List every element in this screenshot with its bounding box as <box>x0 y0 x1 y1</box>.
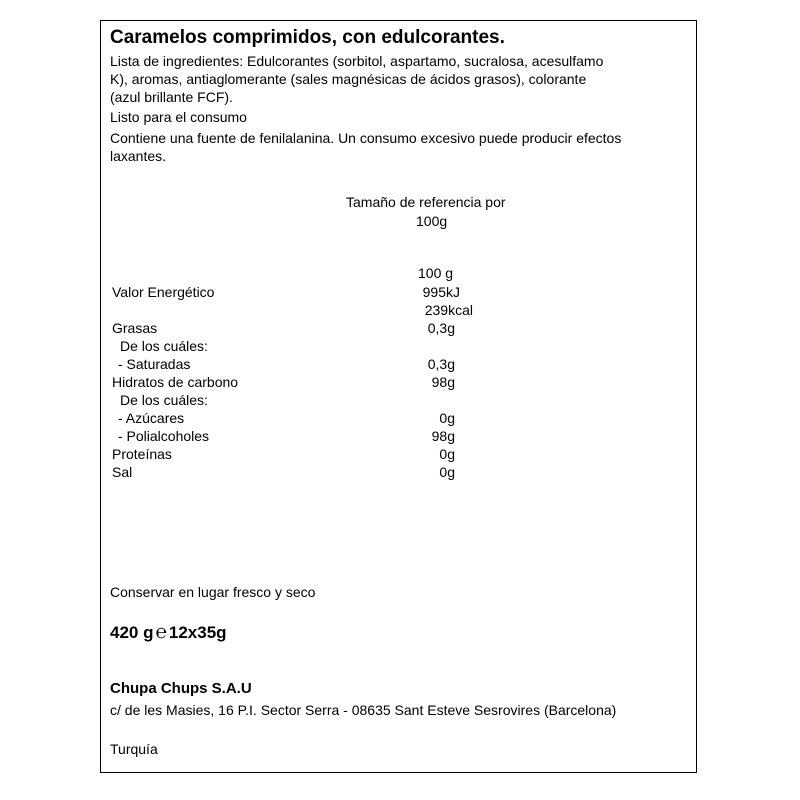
nutrient-label: - Azúcares <box>118 410 185 426</box>
reference-size-label: Tamaño de referencia por <box>346 194 506 210</box>
nutrient-value: 0g <box>439 410 455 426</box>
nutrient-value: 0g <box>439 464 455 480</box>
nutrient-label: - Saturadas <box>118 356 191 372</box>
estimated-sign-icon: ℮ <box>155 622 167 643</box>
nutrient-label: Proteínas <box>112 446 172 462</box>
nutrient-value: 98g <box>431 374 455 390</box>
ingredients-line-1: Lista de ingredientes: Edulcorantes (sorbitol, aspartamo, sucralosa, acesulfamo <box>110 53 604 69</box>
nutrient-value: 995kJ <box>422 284 460 300</box>
unit-count: 12x35g <box>168 623 227 642</box>
nutrient-label: Valor Energético <box>112 284 215 300</box>
nutrient-value: 98g <box>431 428 455 444</box>
nutrient-label: - Polialcoholes <box>118 428 210 444</box>
nutrient-label: Sal <box>112 464 133 480</box>
nutrient-label: Grasas <box>112 320 158 336</box>
nutrient-value: 0g <box>439 446 455 462</box>
company-address: c/ de les Masies, 16 P.I. Sector Serra - 08635 Sant Esteve Sesrovires (Barcelona) <box>110 702 617 718</box>
ingredients-line-3: (azul brillante FCF). <box>110 89 233 105</box>
nutrient-value: 239kcal <box>424 302 473 318</box>
warning-line-1: Contiene una fuente de fenilalanina. Un consumo excesivo puede producir efectos <box>110 130 622 146</box>
country-of-origin: Turquía <box>110 741 158 757</box>
reference-size-value: 100g <box>416 213 448 229</box>
nutrition-column-header: 100 g <box>418 265 454 281</box>
warning-line-2: laxantes. <box>110 148 167 164</box>
ready-to-eat: Listo para el consumo <box>110 109 247 125</box>
nutrient-value: 0,3g <box>427 320 455 336</box>
company-name: Chupa Chups S.A.U <box>110 680 252 697</box>
net-quantity <box>110 621 227 645</box>
ingredients-line-2: K), aromas, antiaglomerante (sales magnésicas de ácidos grasos), colorante <box>110 71 587 87</box>
storage-instructions: Conservar en lugar fresco y seco <box>110 584 316 600</box>
nutrient-label: Hidratos de carbono <box>112 374 239 390</box>
nutrient-value: 0,3g <box>427 356 455 372</box>
nutrient-label: De los cuáles: <box>120 338 208 354</box>
net-weight: 420 g <box>110 623 154 642</box>
product-title: Caramelos comprimidos, con edulcorantes. <box>110 27 505 48</box>
nutrient-label: De los cuáles: <box>120 392 208 408</box>
